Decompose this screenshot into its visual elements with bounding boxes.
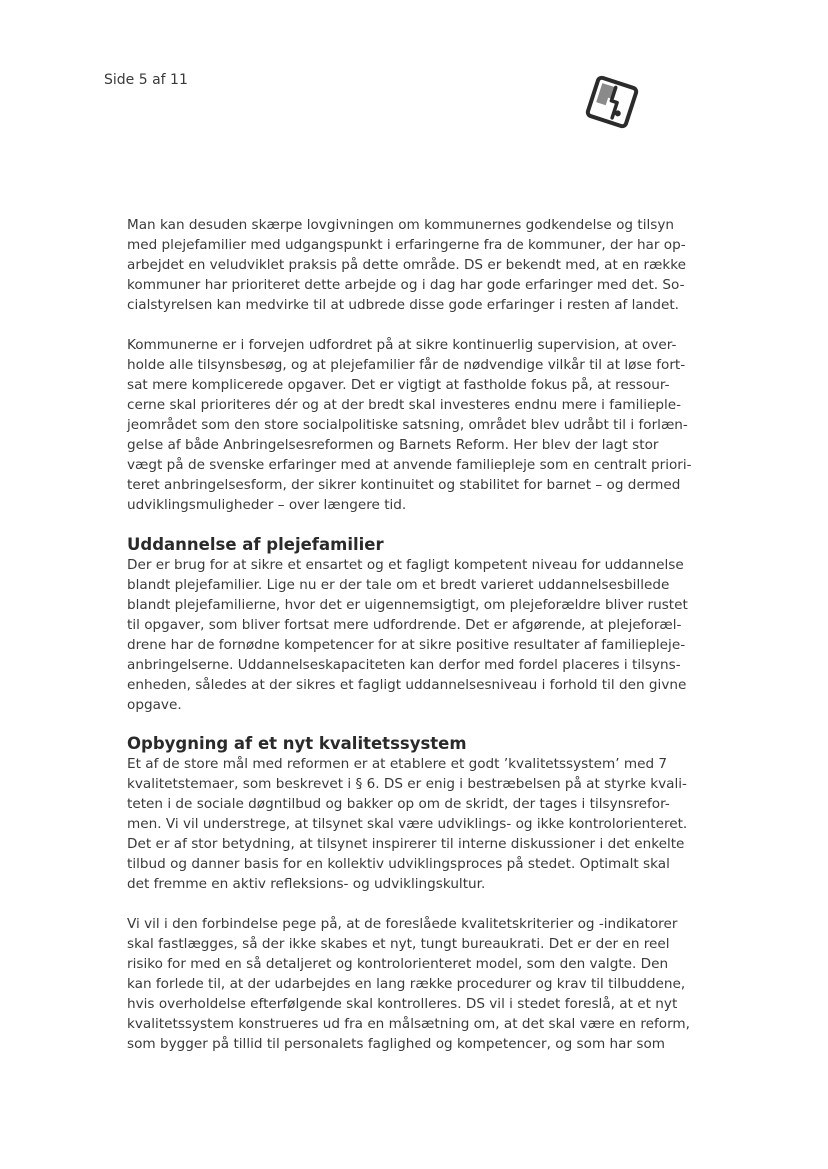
text-line: kan forlede til, at der udarbejdes en lang række procedurer og krav til tilbuddene, <box>127 976 686 992</box>
section-heading-kvalitetssystem: Opbygning af et nyt kvalitetssystem <box>127 734 467 753</box>
paragraph-4 <box>127 754 692 894</box>
ds-logo-icon <box>583 73 641 131</box>
document-body <box>127 215 692 1054</box>
text-line: skal fastlægges, så der ikke skabes et nyt, tungt bureaukrati. Det er der en reel <box>127 936 670 952</box>
text-line: blandt plejefamilierne, hvor det er uigennemsigtigt, om plejeforældre bliver rustet <box>127 597 688 613</box>
text-line: med plejefamilier med udgangspunkt i erfaringerne fra de kommuner, der har op- <box>127 237 686 253</box>
text-line: tilbud og danner basis for en kollektiv udviklingsproces på stedet. Optimalt skal <box>127 856 670 872</box>
paragraph-3 <box>127 555 692 715</box>
text-line: Man kan desuden skærpe lovgivningen om kommunernes godkendelse og tilsyn <box>127 217 675 233</box>
text-line: Kommunerne er i forvejen udfordret på at sikre kontinuerlig supervision, at over- <box>127 337 677 353</box>
text-line: kvalitetstemaer, som beskrevet i § 6. DS er enig i bestræbelsen på at styrke kvali- <box>127 776 687 792</box>
paragraph-5 <box>127 914 692 1054</box>
text-line: til opgaver, som bliver fortsat mere udfordrende. Det er afgørende, at plejeforæl- <box>127 617 682 633</box>
text-line: kvalitetssystem konstrueres ud fra en målsætning om, at det skal være en reform, <box>127 1016 690 1032</box>
text-line: det fremme en aktiv refleksions- og udviklingskultur. <box>127 876 486 892</box>
text-line: gelse af både Anbringelsesreformen og Barnets Reform. Her blev der lagt stor <box>127 437 659 453</box>
paragraph-1 <box>127 215 692 315</box>
text-line: vægt på de svenske erfaringer med at anvende familiepleje som en centralt priori- <box>127 457 692 473</box>
text-line: som bygger på tillid til personalets faglighed og kompetencer, og som har som <box>127 1036 666 1052</box>
text-line: jeområdet som den store socialpolitiske satsning, området blev udråbt til i forlæn- <box>127 417 688 433</box>
text-line: teten i de sociale døgntilbud og bakker op om de skridt, der tages i tilsynsrefor- <box>127 796 670 812</box>
text-line: enheden, således at der sikres et fagligt uddannelsesniveau i forhold til den givne <box>127 677 687 693</box>
text-line: opgave. <box>127 697 182 713</box>
text-line: Vi vil i den forbindelse pege på, at de foreslåede kvalitetskriterier og -indikatorer <box>127 916 678 932</box>
text-line: holde alle tilsynsbesøg, og at plejefamilier får de nødvendige vilkår til at løse fort- <box>127 357 686 373</box>
text-line: kommuner har prioriteret dette arbejde og i dag har gode erfaringer med det. So- <box>127 277 685 293</box>
text-line: anbringelserne. Uddannelseskapaciteten kan derfor med fordel placeres i tilsyns- <box>127 657 681 673</box>
page-number: Side 5 af 11 <box>104 72 188 88</box>
paragraph-2 <box>127 335 692 515</box>
text-line: cialstyrelsen kan medvirke til at udbrede disse gode erfaringer i resten af landet. <box>127 297 679 313</box>
text-line: blandt plejefamilier. Lige nu er der tale om et bredt varieret uddannelsesbillede <box>127 577 670 593</box>
text-line: arbejdet en veludviklet praksis på dette område. DS er bekendt med, at en række <box>127 257 687 273</box>
text-line: cerne skal prioriteres dér og at der bredt skal investeres endnu mere i familieple- <box>127 397 682 413</box>
text-line: Det er af stor betydning, at tilsynet inspirerer til interne diskussioner i det enkelte <box>127 836 685 852</box>
text-line: men. Vi vil understrege, at tilsynet skal være udviklings- og ikke kontrolorienteret. <box>127 816 688 832</box>
text-line: sat mere komplicerede opgaver. Det er vigtigt at fastholde fokus på, at ressour- <box>127 377 670 393</box>
text-line: Der er brug for at sikre et ensartet og et fagligt kompetent niveau for uddannelse <box>127 557 684 573</box>
text-line: hvis overholdelse efterfølgende skal kontrolleres. DS vil i stedet foreslå, at et nyt <box>127 996 678 1012</box>
text-line: drene har de fornødne kompetencer for at sikre positive resultater af familiepleje- <box>127 637 686 653</box>
text-line: Et af de store mål med reformen er at etablere et godt ’kvalitetssystem’ med 7 <box>127 756 668 772</box>
text-line: udviklingsmuligheder – over længere tid. <box>127 497 407 513</box>
section-heading-uddannelse: Uddannelse af plejefamilier <box>127 535 384 554</box>
text-line: teret anbringelsesform, der sikrer kontinuitet og stabilitet for barnet – og dermed <box>127 477 681 493</box>
text-line: risiko for med en så detaljeret og kontrolorienteret model, som den valgte. Den <box>127 956 669 972</box>
